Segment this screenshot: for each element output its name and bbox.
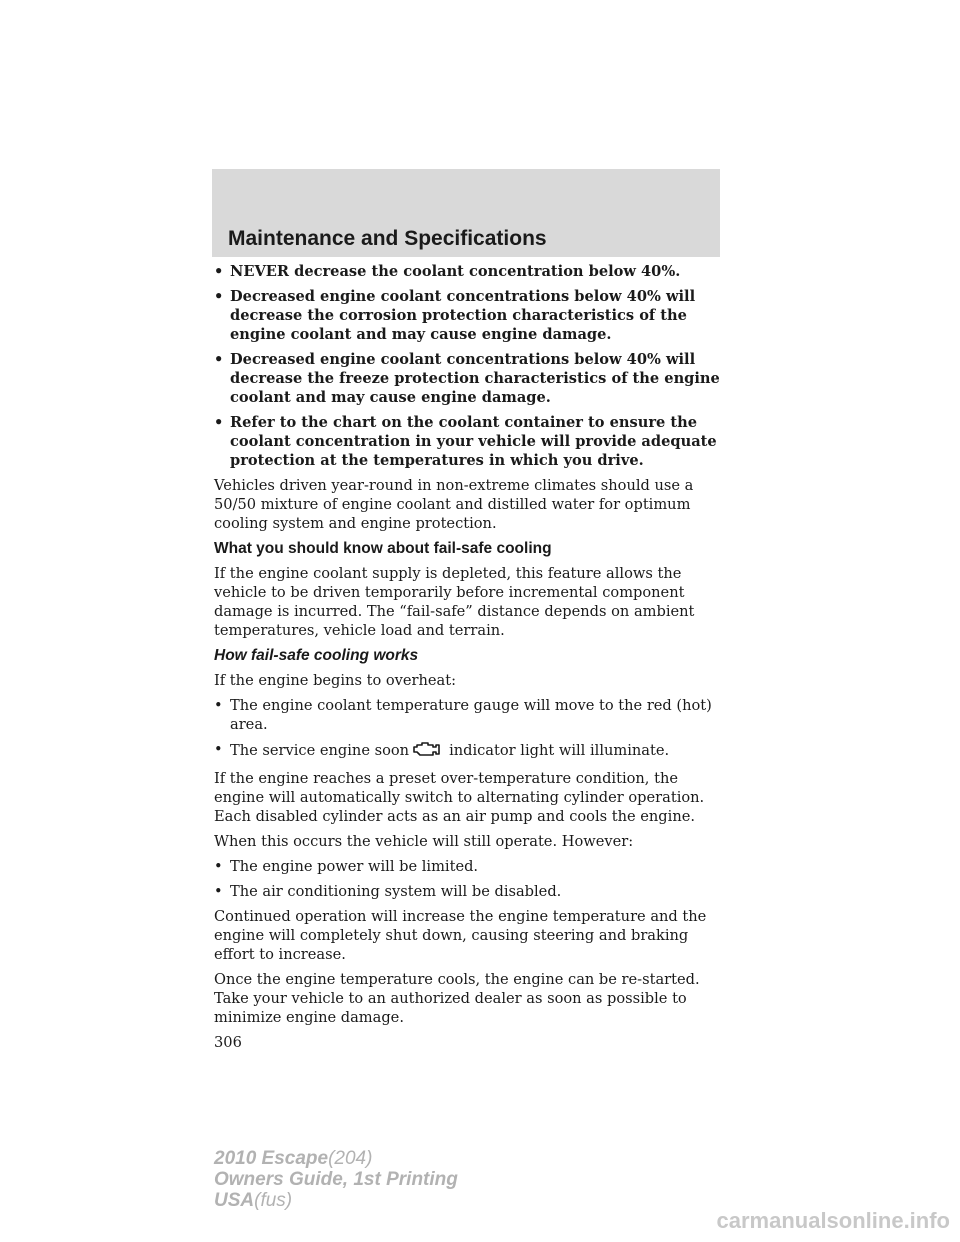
watermark: carmanualsonline.info xyxy=(716,1208,950,1233)
page-number: 306 xyxy=(214,1034,242,1051)
bullet-icon: • xyxy=(214,288,224,305)
bullet-text: NEVER decrease the coolant concentration below 40%. xyxy=(230,263,681,280)
paragraph-mixture: Vehicles driven year-round in non-extreme climates should use a 50/50 mixture of engine coolant and distilled water for optimum cooling system and engine protection. xyxy=(214,477,694,532)
paragraph-over-temp: If the engine reaches a preset over-temperature condition, the engine will automatically switch to alternating cylinder operation. Each disabled cylinder acts as an air pump and cools the engine. xyxy=(214,770,705,825)
bullet-text: Decreased engine coolant concentrations below 40% will decrease the freeze protection characteristics of the engine coolant and may cause engine damage. xyxy=(230,351,720,406)
list-item xyxy=(214,857,724,876)
bullet-icon: • xyxy=(214,883,223,900)
list-item xyxy=(214,696,724,734)
bullet-text: Refer to the chart on the coolant container to ensure the coolant concentration in your vehicle will provide adequate protection at the temperatures in which you drive. xyxy=(230,414,717,469)
check-engine-icon xyxy=(411,740,441,763)
bullet-icon: • xyxy=(214,263,224,280)
bullet-text: The air conditioning system will be disabled. xyxy=(230,883,562,900)
paragraph-failsafe: If the engine coolant supply is depleted, this feature allows the vehicle to be driven temporarily before incremental component damage is incurred. The “fail-safe” distance depends on ambient temperatures, vehicle load and terrain. xyxy=(214,565,695,639)
footer-guide: Owners Guide, 1st Printing xyxy=(214,1169,458,1190)
list-item xyxy=(214,262,724,281)
bullet-icon: • xyxy=(214,697,223,714)
list-item xyxy=(214,882,724,901)
bullet-text: Decreased engine coolant concentrations below 40% will decrease the corrosion protection characteristics of the engine coolant and may cause engine damage. xyxy=(230,288,696,343)
footer-model: 2010 Escape xyxy=(214,1148,329,1169)
section-title: Maintenance and Specifications xyxy=(228,227,547,250)
bullet-text: The engine power will be limited. xyxy=(230,858,479,875)
paragraph-continued: Continued operation will increase the engine temperature and the engine will completely shut down, causing steering and braking effort to increase. xyxy=(214,908,707,963)
bullet-icon: • xyxy=(214,858,223,875)
service-text-after: indicator light will illuminate. xyxy=(449,742,670,759)
footer-model-code: (204) xyxy=(328,1148,373,1169)
subheading-how-it-works: How fail-safe cooling works xyxy=(214,647,419,664)
service-text-before: The service engine soon xyxy=(230,742,410,759)
footer-line-region xyxy=(214,1190,458,1211)
page-content xyxy=(214,262,724,1052)
footer-region: USA xyxy=(214,1190,255,1211)
bullet-icon: • xyxy=(214,741,223,758)
footer-region-code: (fus) xyxy=(254,1190,293,1211)
footer-line-model xyxy=(214,1148,458,1169)
bullet-text xyxy=(230,740,724,763)
paragraph-occurs: When this occurs the vehicle will still operate. However: xyxy=(214,833,634,850)
bullet-icon: • xyxy=(214,351,224,368)
subheading-failsafe: What you should know about fail-safe cooling xyxy=(214,540,552,557)
list-item xyxy=(214,413,724,470)
list-item xyxy=(214,740,724,763)
list-item xyxy=(214,350,724,407)
bullet-icon: • xyxy=(214,414,224,431)
list-item xyxy=(214,287,724,344)
paragraph-overheat: If the engine begins to overheat: xyxy=(214,672,457,689)
print-footer xyxy=(214,1148,458,1211)
paragraph-once: Once the engine temperature cools, the engine can be re-started. Take your vehicle to an authorized dealer as soon as possible to minimize engine damage. xyxy=(214,971,700,1026)
section-header xyxy=(212,169,720,257)
bullet-text: The engine coolant temperature gauge will move to the red (hot) area. xyxy=(230,697,712,733)
